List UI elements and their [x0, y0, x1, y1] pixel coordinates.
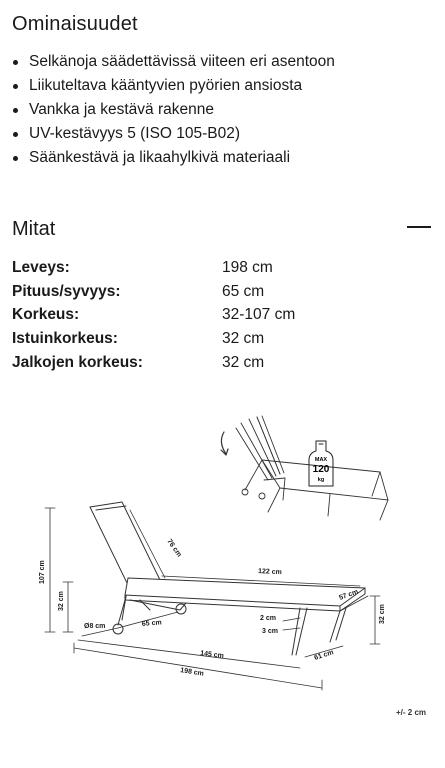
spec-label: Istuinkorkeus:	[12, 330, 118, 348]
max-load-unit: kg	[317, 477, 325, 483]
spec-value: 65 cm	[222, 282, 265, 300]
spec-label: Korkeus:	[12, 306, 80, 324]
dimensions-heading: Mitat	[12, 218, 56, 240]
feature-item: Selkänoja säädettävissä viiteen eri asentoon	[12, 50, 335, 74]
frame-dimension-b-label: 3 cm	[262, 628, 278, 635]
spec-row	[12, 304, 295, 328]
wheel-diameter-label: Ø8 cm	[84, 623, 106, 630]
dimensions-table	[12, 256, 295, 375]
total-length-label: 198 cm	[179, 667, 205, 678]
spec-label: Pituus/syvyys:	[12, 282, 121, 300]
features-heading: Ominaisuudet	[12, 13, 138, 35]
backrest-length-label: 76 cm	[165, 538, 183, 559]
minus-icon[interactable]	[407, 226, 431, 228]
frame-dimension-a-label: 2 cm	[260, 615, 276, 622]
sunlounger-dimension-drawing	[0, 405, 445, 725]
spec-row	[12, 280, 295, 304]
depth-label: 61 cm	[313, 649, 335, 662]
tolerance-note: +/- 2 cm	[396, 708, 427, 717]
feature-item: UV-kestävyys 5 (ISO 105-B02)	[12, 122, 335, 146]
spec-row	[12, 351, 295, 375]
inset-lounger-drawing	[221, 416, 388, 520]
seat-height-label: 32 cm	[58, 591, 65, 611]
feature-item: Liikuteltava kääntyvien pyörien ansiosta	[12, 74, 335, 98]
features-list	[12, 50, 335, 170]
feature-item: Vankka ja kestävä rakenne	[12, 98, 335, 122]
right-height-label: 32 cm	[379, 604, 386, 624]
spec-value: 32-107 cm	[222, 306, 296, 324]
wheel-offset-label: 65 cm	[141, 619, 162, 628]
total-height-label: 107 cm	[39, 560, 46, 584]
spec-label: Leveys:	[12, 258, 70, 276]
spec-value: 32 cm	[222, 354, 265, 372]
feature-item: Säänkestävä ja likaahylkivä materiaali	[12, 146, 335, 170]
width-label: 57 cm	[338, 588, 360, 602]
max-label: MAX	[314, 457, 328, 463]
dimension-labels	[39, 538, 386, 678]
max-load-value: 120	[312, 464, 330, 475]
spec-label: Jalkojen korkeus:	[12, 354, 143, 372]
weight-capacity-icon	[309, 441, 333, 486]
spec-value: 32 cm	[222, 330, 265, 348]
main-lounger-drawing	[90, 502, 365, 655]
seat-length-label: 122 cm	[257, 568, 282, 577]
spec-value: 198 cm	[222, 258, 273, 276]
spec-row	[12, 327, 295, 351]
spec-row	[12, 256, 295, 280]
leg-span-label: 145 cm	[199, 650, 225, 660]
